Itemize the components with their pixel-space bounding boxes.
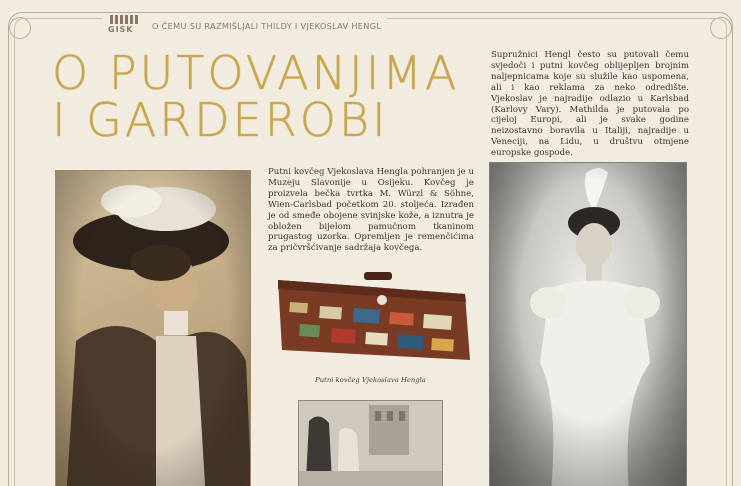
postcard-image [298,400,443,486]
title-line-1: O PUTOVANJIMA [52,46,460,100]
gisk-logo: GISK [108,15,144,37]
page-title [52,46,460,147]
breadcrumb: O ČEMU SU RAZMIŠLJALI THILDY I VJEKOSLAV HENGL [152,21,382,31]
suitcase-photo [270,262,475,374]
suitcase-description: Putni kovčeg Vjekoslava Hengla pohranjen je u Muzeju Slavonije u Osijeku. Kovčeg je proizvela bečka tvrtka M. Würzl & Söhne, Wien-Carlsbad početkom 20. stoljeća. Izrađen je od smeđe obojene svinjske kože, a iznutra je obložen bijelom pamučnom tkaninom prugastog uzorka. Opremljen je remenčićima za pričvršćivanje sadržaja kovčega. [268,167,474,254]
header [102,14,387,38]
suitcase-caption: Putni kovčeg Vjekoslava Hengla [315,376,426,384]
portrait-photo-right [489,162,687,486]
travel-description: Supružnici Hengl često su putovali čemu svjedoči i putni kovčeg oblijepljen brojnim naljepnicama koje su služile kao uspomena, ali i kao reklama za neko odredište. Vjekoslav je najradije odlazio u Karlsbad (Karlovy Vary). Mathilda je putovala po cijeloj Europi, ali je svake godine neizostavno boravila u Italiji, najradije u Veneciji, na Lidu, u društvu otmjene europske gospode. [491,50,689,159]
title-line-2: I GARDEROBI [52,93,389,147]
portrait-photo-left [55,170,251,486]
